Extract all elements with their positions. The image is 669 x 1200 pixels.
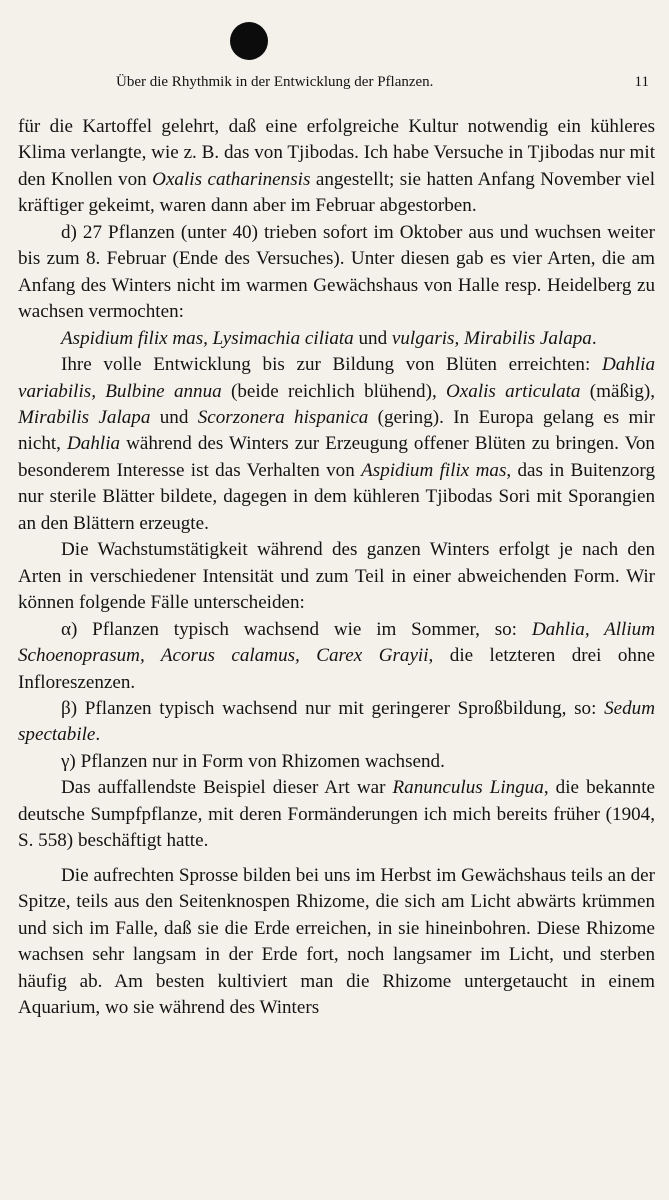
paragraph-5: Die Wachstumstätigkeit während des ganzen Winters erfolgt je nach den Arten in verschiedener Intensität und zum Teil in einer abweichenden Form. Wir können folgende Fälle unterscheiden:: [18, 539, 655, 614]
text-run: .: [591, 327, 597, 349]
species-name: Oxalis catharinensis: [152, 168, 311, 190]
paragraph-4: [18, 352, 655, 537]
species-name: Sedum spectabile: [18, 697, 655, 746]
text-run: (mäßig),: [580, 380, 655, 402]
species-name: Dahlia variabilis, Bulbine annua: [18, 354, 655, 402]
text-run: für die Kartoffel gelehrt, daß eine erfolgreiche Kultur notwendig ein kühleres Klima verlangte, wie z. B. das von Tjibodas. Ich habe Versuche in Tjibodas nur mit den Knollen von: [18, 116, 655, 190]
text-run: Ihre volle Entwicklung bis zur Bildung von Blüten erreichten:: [61, 354, 602, 376]
running-title: Über die Rhythmik in der Entwicklung der Pflanzen.: [116, 74, 434, 90]
paragraph-3: [18, 326, 655, 352]
species-name: Oxalis articulata: [446, 380, 581, 402]
punch-hole: [230, 22, 268, 60]
paragraph-8: γ) Pflanzen nur in Form von Rhizomen wachsend.: [61, 750, 445, 772]
species-name: Mirabilis Jalapa: [18, 406, 151, 428]
species-name: Ranunculus Lingua: [392, 777, 544, 799]
paragraph-6: [18, 617, 655, 696]
species-name: Dahlia, Allium Schoenoprasum, Acorus calamus, Carex Grayii: [18, 618, 656, 667]
text-run: Das auffallendste Beispiel dieser Art war: [61, 777, 393, 799]
text-run: angestellt; sie hatten Anfang November viel kräftiger gekeimt, waren dann aber im Februar abgestorben.: [18, 168, 655, 217]
text-run: , das in Buitenzorg nur sterile Blätter bildete, dagegen in dem kühleren Tjibodas Sori mit Sporangien an den Blättern erzeugte.: [18, 459, 655, 534]
text-run: (gering). In Europa gelang es mir nicht,: [18, 406, 655, 455]
text-run: und: [150, 406, 198, 428]
text-run: während des Winters zur Erzeugung offener Blüten zu bringen. Von besonderem Interesse ist das Verhalten von: [18, 433, 655, 481]
paragraph-7: [18, 696, 655, 749]
species-name: Aspidium filix mas, Lysimachia ciliata: [61, 327, 354, 349]
text-run: β) Pflanzen typisch wachsend nur mit geringerer Sproßbildung, so:: [61, 697, 605, 719]
text-run: (beide reichlich blühend),: [221, 380, 447, 402]
page-number: 11: [634, 74, 649, 90]
species-name: Dahlia: [67, 433, 121, 455]
species-name: Scorzonera hispanica: [197, 406, 369, 428]
paragraph-10: Die aufrechten Sprosse bilden bei uns im Herbst im Gewächshaus teils an der Spitze, teils aus den Seitenknospen Rhizome, die sich am Licht abwärts krümmen und sich im Falle, daß sie die Erde erreichen, in sie hineinbohren. Diese Rhizome wachsen sehr langsam in der Erde fort, noch langsamer im Licht, und sterben häufig ab. Am besten kultiviert man die Rhizome untergetaucht in einem Aquarium, wo sie während des Winters: [18, 864, 655, 1018]
page-header: [18, 70, 651, 96]
text-run: , die bekannte deutsche Sumpfpflanze, mit deren Formänderungen ich mich bereits früher (1904, S. 558) beschäftigt hatte.: [18, 777, 655, 852]
paragraph-9: [18, 775, 655, 854]
body-text: [18, 114, 655, 1021]
species-name: vulgaris, Mirabilis Jalapa: [391, 327, 592, 349]
text-run: , die letzteren drei ohne Infloreszenzen.: [18, 645, 655, 693]
text-run: und: [353, 327, 392, 349]
text-run: .: [95, 724, 101, 746]
species-name: Aspidium filix mas: [361, 459, 507, 481]
text-run: α) Pflanzen typisch wachsend wie im Sommer, so:: [61, 618, 532, 640]
paragraph-1: [18, 114, 655, 220]
paragraph-2: d) 27 Pflanzen (unter 40) trieben sofort im Oktober aus und wuchsen weiter bis zum 8. Februar (Ende des Versuches). Unter diesen gab es vier Arten, die am Anfang des Winters nicht im warmen Gewächshaus von Halle resp. Heidelberg zu wachsen vermochten:: [18, 221, 655, 323]
